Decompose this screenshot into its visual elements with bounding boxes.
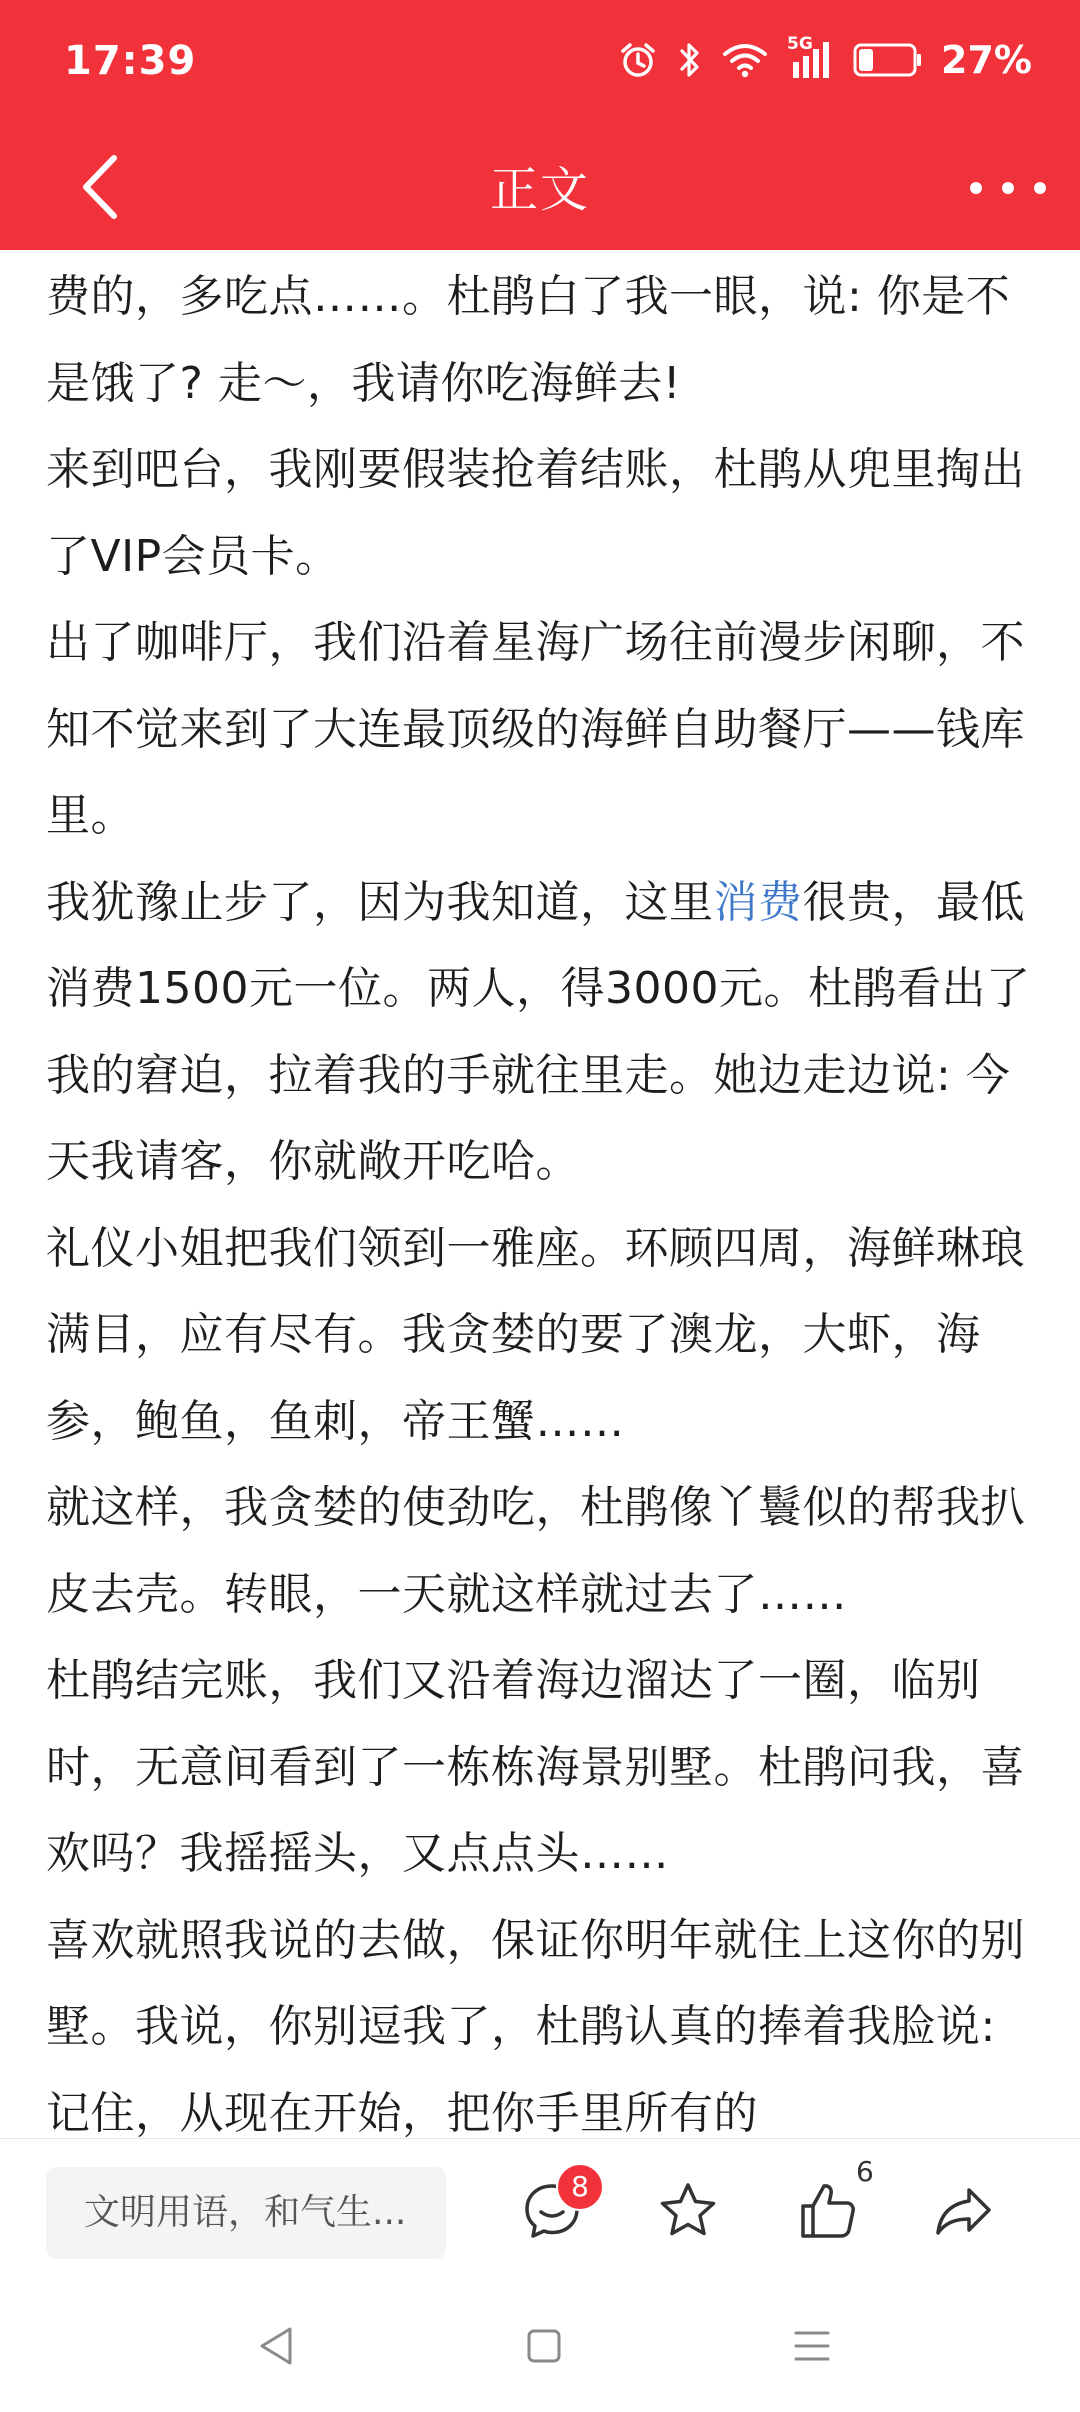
comment-count-badge: 8 [556,2163,604,2211]
wifi-icon [721,40,769,80]
nav-menu-button[interactable] [782,2316,842,2376]
paragraph-text: 很贵，最低消费1500元一位。两人，得3000元。杜鹃看出了我的窘迫，拉着我的手就往里走。她边走边说: 今天我请客，你就敞开吃哈。 [46,876,1031,1187]
battery-icon [853,42,923,78]
paragraph: 就这样，我贪婪的使劲吃，杜鹃像丫鬟似的帮我扒皮去壳。转眼，一天就这样就过去了…… [46,1482,1025,1620]
bottom-action-bar [0,2138,1080,2277]
share-icon [931,2178,997,2244]
paragraph-text: 我犹豫止步了，因为我知道，这里 [46,876,714,928]
battery-percent: 27% [941,38,1032,82]
page-title: 正文 [489,162,590,218]
comment-input[interactable]: 文明用语，和气生... [46,2167,446,2259]
bluetooth-icon [677,40,703,80]
keyword-link[interactable]: 消费 [713,876,803,928]
thumbs-up-icon [795,2178,861,2244]
star-icon [655,2178,721,2244]
alarm-icon [617,39,659,81]
share-button[interactable] [924,2171,1004,2251]
more-button[interactable] [970,160,1046,216]
system-nav-bar [0,2276,1080,2412]
paragraph: 礼仪小姐把我们领到一雅座。环顾四周，海鲜琳琅满目，应有尽有。我贪婪的要了澳龙，大虾，海参，鲍鱼，鱼刺，帝王蟹…… [46,1222,1025,1447]
nav-menu-icon [792,2326,832,2366]
network-type-label: 5G [787,34,813,54]
article-content [0,250,1080,2138]
paragraph: 费的，多吃点……。杜鹃白了我一眼，说: 你是不是饿了? 走～，我请你吃海鲜去! [46,271,1011,409]
article-body [46,254,1036,2138]
status-time: 17:39 [64,38,197,84]
nav-home-button[interactable] [514,2316,574,2376]
nav-back-icon [256,2324,296,2368]
nav-back-button[interactable] [246,2316,306,2376]
status-bar [0,0,1080,124]
status-icons [617,34,1032,86]
more-horizontal-icon [970,182,982,194]
signal-icon [787,34,835,82]
top-header [0,0,1080,250]
favorite-button[interactable] [648,2171,728,2251]
paragraph: 来到吧台，我刚要假装抢着结账，杜鹃从兜里掏出了VIP会员卡。 [46,444,1025,582]
paragraph: 杜鹃结完账，我们又沿着海边溜达了一圈，临别时，无意间看到了一栋栋海景别墅。杜鹃问我，喜欢吗？我摇摇头，又点点头…… [46,1655,1025,1879]
paragraph [46,860,1036,1206]
battery-level-fill [859,49,873,71]
app-bar [0,124,1080,250]
paragraph: 喜欢就照我说的去做，保证你明年就住上这你的别墅。我说，你别逗我了，杜鹃认真的捧着我脸说: 记住，从现在开始，把你手里所有的 [46,1914,1025,2138]
paragraph: 出了咖啡厅，我们沿着星海广场往前漫步闲聊，不知不觉来到了大连最顶级的海鲜自助餐厅——钱库里。 [46,617,1025,841]
nav-home-icon [524,2326,564,2366]
like-count: 6 [856,2155,874,2188]
